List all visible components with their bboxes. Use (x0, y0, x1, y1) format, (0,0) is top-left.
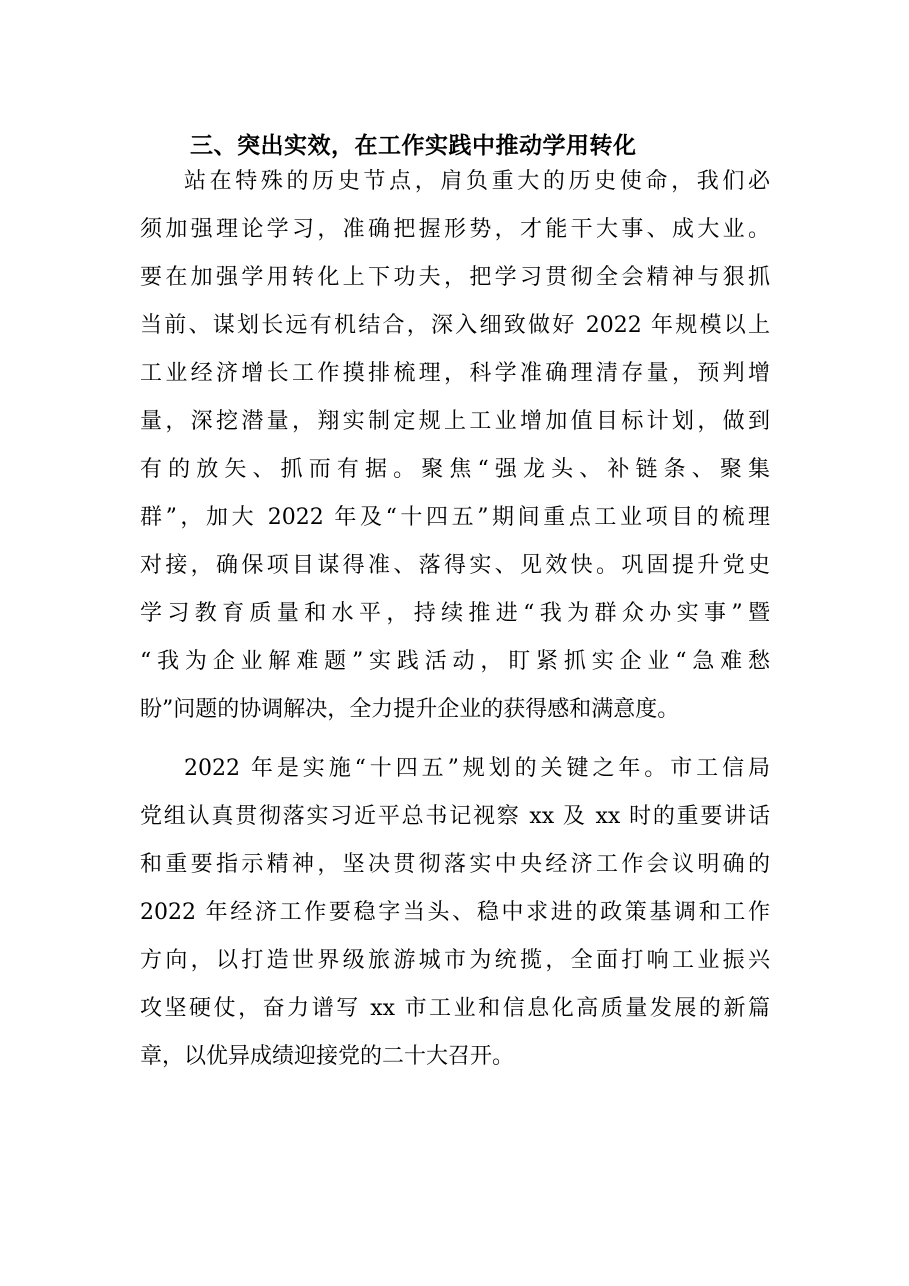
section-heading: 三、突出实效，在工作实践中推动学用转化 (190, 133, 637, 159)
paragraph-line: 方向，以打造世界级旅游城市为统揽，全面打响工业振兴 (140, 948, 770, 973)
paragraph-line: 攻坚硬仗，奋力谱写 xx 市工业和信息化高质量发展的新篇 (140, 996, 770, 1021)
paragraph-line: 须加强理论学习，准确把握形势，才能干大事、成大业。 (140, 217, 770, 242)
paragraph-1 (140, 158, 770, 734)
paragraph-2 (140, 745, 770, 1081)
paragraph-line: 站在特殊的历史节点，肩负重大的历史使命，我们必 (184, 169, 770, 194)
paragraph-line: 工业经济增长工作摸排梳理，科学准确理清存量，预判增 (140, 361, 770, 386)
paragraph-line: 群”，加大 2022 年及“十四五”期间重点工业项目的梳理 (140, 505, 770, 530)
paragraph-line: 章，以优异成绩迎接党的二十大召开。 (140, 1044, 515, 1069)
paragraph-line: 和重要指示精神，坚决贯彻落实中央经济工作会议明确的 (140, 852, 770, 877)
paragraph-line: “我为企业解难题”实践活动，盯紧抓实企业“急难愁 (140, 649, 770, 674)
paragraph-line: 2022 年是实施“十四五”规划的关键之年。市工信局 (184, 756, 770, 781)
paragraph-line: 对接，确保项目谋得准、落得实、见效快。巩固提升党史 (140, 553, 770, 578)
paragraph-line: 有的放矢、抓而有据。聚焦“强龙头、补链条、聚集 (140, 457, 770, 482)
paragraph-line: 当前、谋划长远有机结合，深入细致做好 2022 年规模以上 (140, 313, 770, 338)
paragraph-line: 要在加强学用转化上下功夫，把学习贯彻全会精神与狠抓 (140, 265, 770, 290)
paragraph-line: 学习教育质量和水平，持续推进“我为群众办实事”暨 (140, 601, 770, 626)
paragraph-line: 量，深挖潜量，翔实制定规上工业增加值目标计划，做到 (140, 409, 770, 434)
paragraph-line: 盼”问题的协调解决，全力提升企业的获得感和满意度。 (140, 697, 680, 722)
paragraph-line: 2022 年经济工作要稳字当头、稳中求进的政策基调和工作 (140, 900, 770, 925)
paragraph-line: 党组认真贯彻落实习近平总书记视察 xx 及 xx 时的重要讲话 (140, 804, 770, 829)
